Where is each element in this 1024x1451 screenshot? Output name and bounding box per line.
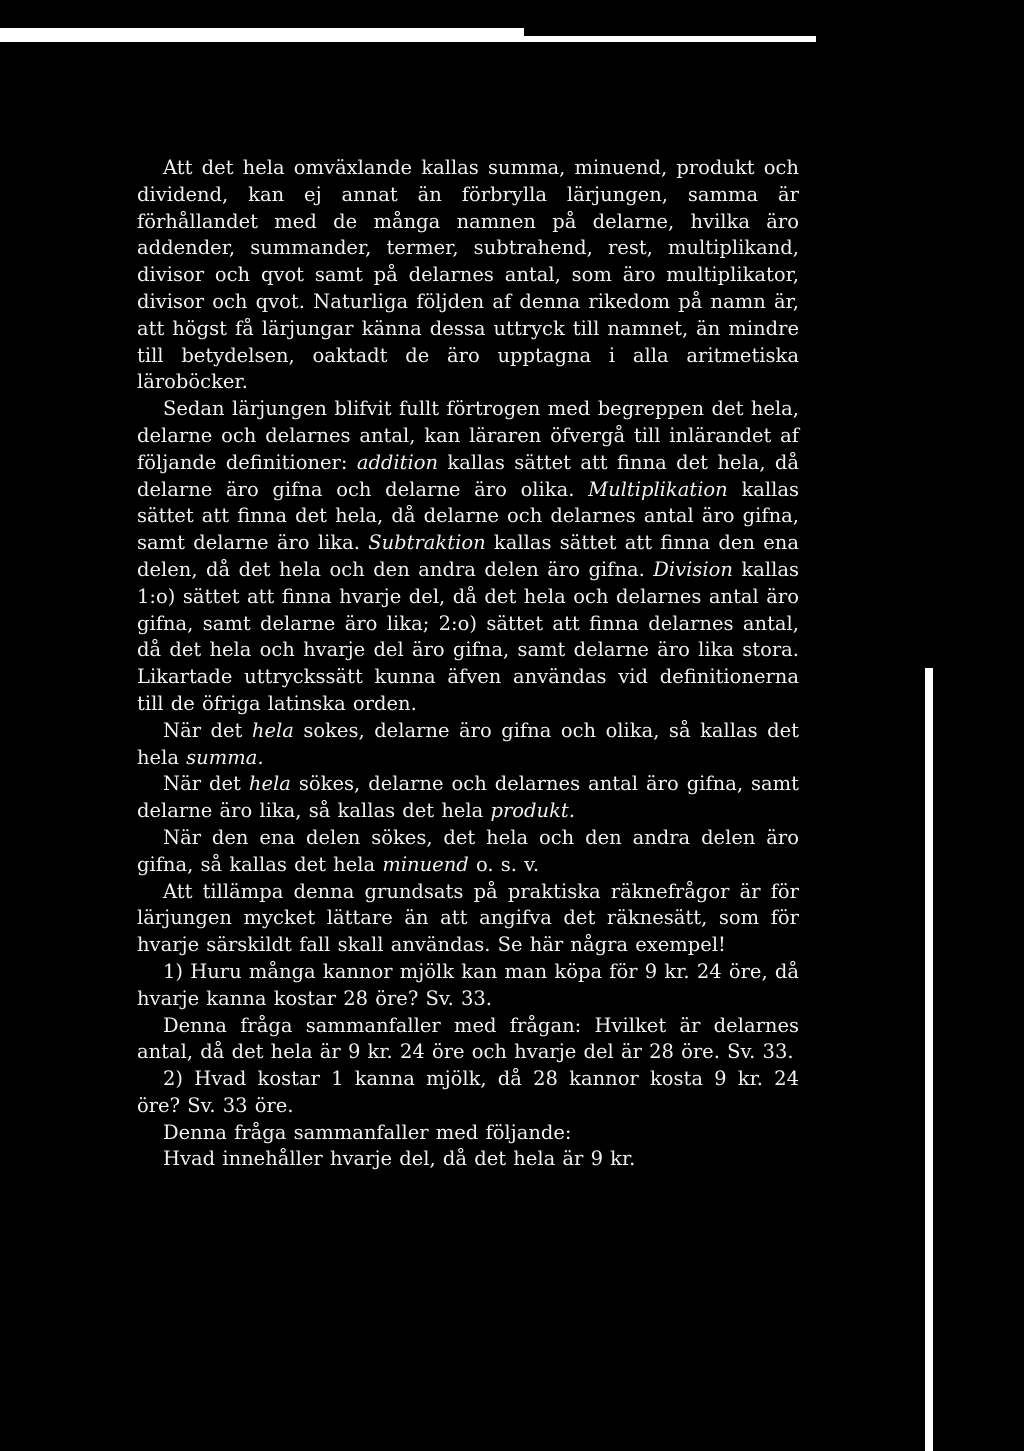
italic-term: Subtraktion	[368, 531, 486, 555]
text-run: Att tillämpa denna grundsats på praktiska räknefrågor är för lärjungen mycket lättare än att angifva det räknesätt, som för hvarje särskildt fall skall användas. Se här några exempel!	[137, 879, 799, 957]
text-run: o. s. v.	[468, 852, 540, 876]
text-run: När den ena delen sökes, det hela och den andra delen äro gifna, så kallas det hela	[137, 825, 799, 876]
scan-edge-top-right	[524, 36, 816, 42]
scan-edge-top-left	[0, 28, 524, 42]
text-run: kallas sättet att finna den ena delen, då det hela och den andra delen äro gifna.	[137, 531, 799, 581]
text-run: Hvad innehåller hvarje del, då det hela är 9 kr.	[163, 1147, 636, 1171]
text-run: sökes, delarne och delarnes antal äro gifna, samt delarne äro lika, så kallas det hela	[137, 772, 799, 823]
text-run: kallas 1:o) sättet att finna hvarje del, då det hela och delarnes antal äro gifna, samt delarne äro lika; 2:o) sättet att finna delarnes antal, då det hela och hvarje del äro gifna, samt delarne äro lika stora. Likartade uttryckssätt kunna äfven användas vid definitionerna till de öfriga latinska orden.	[137, 557, 799, 715]
text-run: Sedan lärjungen blifvit fullt förtrogen med begreppen det hela, delarne och delarnes antal, kan läraren öfvergå till inlärandet af följande definitioner:	[137, 397, 799, 474]
paragraph	[137, 155, 799, 396]
paragraph	[137, 1066, 799, 1120]
text-run: Denna fråga sammanfaller med frågan: Hvilket är delarnes antal, då det hela är 9 kr. 24 öre och hvarje del är 28 öre. Sv. 33.	[137, 1013, 799, 1064]
paragraph	[137, 879, 799, 959]
italic-term: hela	[251, 718, 294, 742]
paragraph	[137, 959, 799, 1013]
paragraph	[137, 718, 799, 772]
paragraph	[137, 771, 799, 825]
italic-term: hela	[248, 772, 291, 796]
italic-term: addition	[356, 450, 439, 474]
italic-term: produkt.	[490, 799, 575, 823]
text-run: Att det hela omväxlande kallas summa, minuend, produkt och dividend, kan ej annat än förbrylla lärjungen, samma är förhållandet med de många namnen på delarne, hvilka äro addender, summander, termer, subtrahend, rest, multiplikand, divisor och qvot samt på delarnes antal, som äro multiplikator, divisor och qvot. Naturliga följden af denna rikedom på namn är, att högst få lärjungar känna dessa uttryck till namnet, än mindre till betydelsen, oaktadt de äro upptagna i alla aritmetiska läroböcker.	[137, 156, 799, 394]
text-run: kallas sättet att finna det hela, då delarne och delarnes antal äro gifna, samt delarne äro lika.	[137, 477, 799, 555]
italic-term: minuend	[382, 852, 469, 876]
text-run: sokes, delarne äro gifna och olika, så kallas det hela	[137, 718, 799, 769]
text-run: kallas sättet att finna det hela, då delarne äro gifna och delarne äro olika.	[137, 450, 799, 501]
scan-edge-right	[925, 668, 933, 1451]
paragraph	[137, 1146, 799, 1173]
text-run: När det	[163, 772, 249, 796]
italic-term: Multiplikation	[588, 477, 728, 501]
paragraph	[137, 825, 799, 879]
text-run: Denna fråga sammanfaller med följande:	[163, 1120, 572, 1144]
paragraph	[137, 1013, 799, 1067]
italic-term: Division	[653, 557, 733, 581]
paragraph	[137, 1120, 799, 1147]
paragraph	[137, 396, 799, 718]
text-run: När det	[163, 718, 252, 742]
text-run: 1) Huru många kannor mjölk kan man köpa för 9 kr. 24 öre, då hvarje kanna kostar 28 öre? Sv. 33.	[137, 959, 799, 1010]
italic-term: summa.	[186, 745, 264, 769]
body-text	[137, 155, 799, 1173]
text-run: 2) Hvad kostar 1 kanna mjölk, då 28 kannor kosta 9 kr. 24 öre? Sv. 33 öre.	[137, 1067, 799, 1117]
